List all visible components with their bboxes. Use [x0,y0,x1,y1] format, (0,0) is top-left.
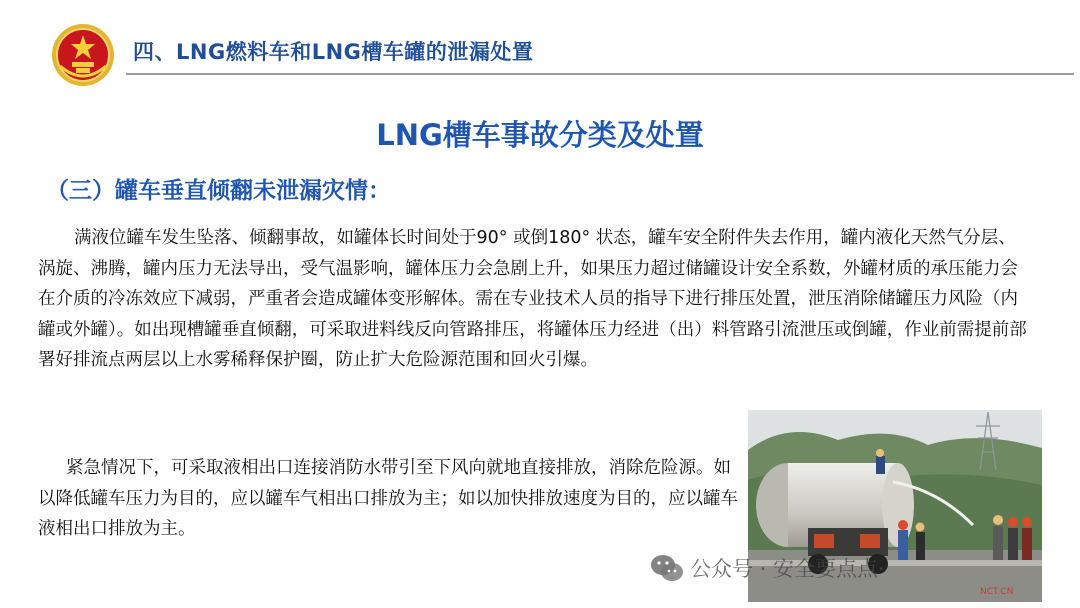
fire-rescue-emblem-icon [50,22,116,88]
body-paragraph-2: 紧急情况下，可采取液相出口连接消防水带引至下风向就地直接排放，消除危险源。如以降低罐车压力为目的，应以罐车气相出口排放为主；如以加快排放速度为目的，应以罐车液相出口排放为主。 [38,458,738,539]
slide-title: LNG槽车事故分类及处置 [376,118,704,152]
watermark-text: 公众号 · 安全要点点· [690,557,885,581]
wechat-watermark [650,550,885,586]
photo-watermark: NCT.CN [980,587,1014,597]
body-paragraph-1: 满液位罐车发生坠落、倾翻事故，如罐体长时间处于90° 或倒180° 状态，罐车安全附件失去作用，罐内液化天然气分层、涡旋、沸腾，罐内压力无法导出，受气温影响，罐体压力会急剧上升，如果压力超过储罐设计安全系数，外罐材质的承压能力会在介质的冷冻效应下减弱，严重者会造成罐体变形解体。需在专业技术人员的指导下进行排压处置，泄压消除储罐压力风险（内罐或外罐）。如出现槽罐垂直倾翻，可采取进料线反向管路排压，将罐体压力经进（出）料管路引流泄压或倒罐，作业前需提前部署好排流点两层以上水雾稀释保护圈，防止扩大危险源范围和回火引爆。 [38,228,1027,370]
wechat-icon [650,553,684,583]
section-heading: （三）罐车垂直倾翻未泄漏灾情： [46,178,391,204]
header-divider [126,73,1074,75]
header-title: 四、LNG燃料车和LNG槽车罐的泄漏处置 [133,40,534,64]
